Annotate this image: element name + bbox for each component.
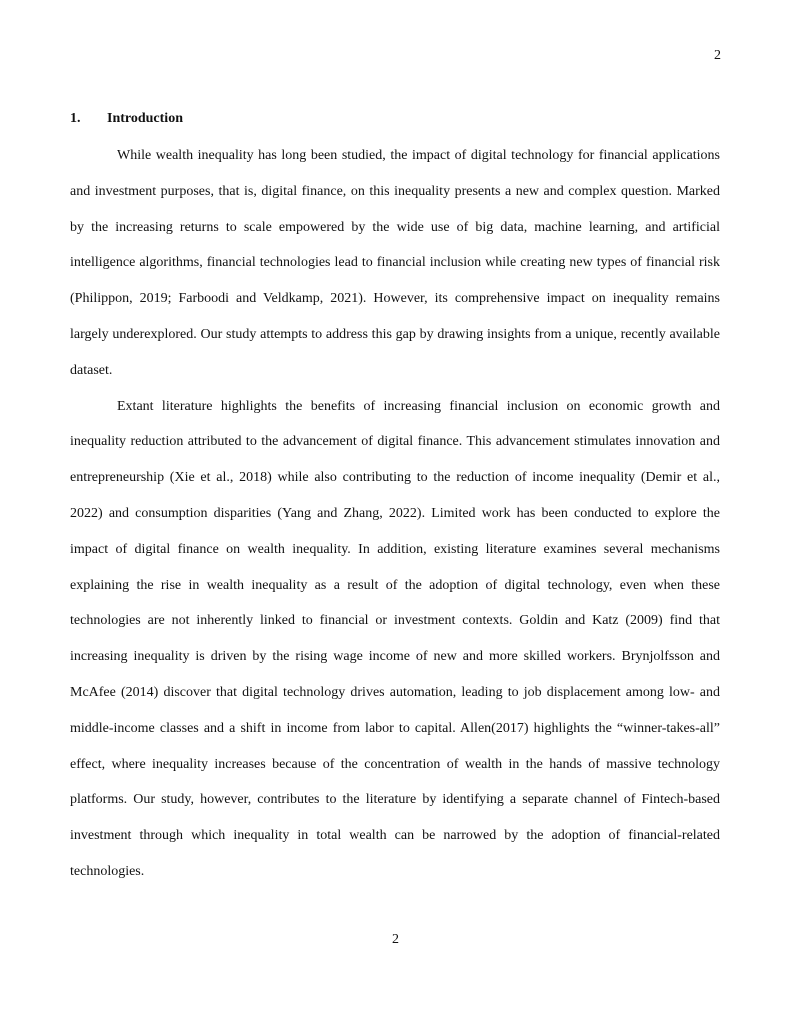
footer-page-number: 2 — [392, 932, 399, 947]
paragraph: While wealth inequality has long been studied, the impact of digital technology for financial applications and investment purposes, that is, digital finance, on this inequality presents a new and complex question. Marked by the increasing returns to scale empowered by the wide use of big data, machine learning, and artificial intelligence algorithms, financial technologies lead to financial inclusion while creating new types of financial risk (Philippon, 2019; Farboodi and Veldkamp, 2021). However, its comprehensive impact on inequality remains largely underexplored. Our study attempts to address this gap by drawing insights from a unique, recently available dataset. — [70, 148, 720, 378]
section-heading — [70, 111, 183, 127]
body-text — [70, 138, 720, 890]
header-page-number: 2 — [714, 48, 721, 63]
paragraph: Extant literature highlights the benefits of increasing financial inclusion on economic growth and inequality reduction attributed to the advancement of digital finance. This advancement stimulates innovation and entrepreneurship (Xie et al., 2018) while also contributing to the reduction of income inequality (Demir et al., 2022) and consumption disparities (Yang and Zhang, 2022). Limited work has been conducted to explore the impact of digital finance on wealth inequality. In addition, existing literature examines several mechanisms explaining the rise in wealth inequality as a result of the adoption of digital technology, even when these technologies are not inherently linked to financial or investment contexts. Goldin and Katz (2009) find that increasing inequality is driven by the rising wage income of new and more skilled workers. Brynjolfsson and McAfee (2014) discover that digital technology drives automation, leading to job displacement among low- and middle-income classes and a shift in income from labor to capital. Allen(2017) highlights the “winner-takes-all” effect, where inequality increases because of the concentration of wealth in the hands of massive technology platforms. Our study, however, contributes to the literature by identifying a separate channel of Fintech-based investment through which inequality in total wealth can be narrowed by the adoption of financial-related technologies. — [70, 398, 720, 879]
section-title: Introduction — [107, 111, 183, 126]
section-number: 1. — [70, 111, 81, 126]
